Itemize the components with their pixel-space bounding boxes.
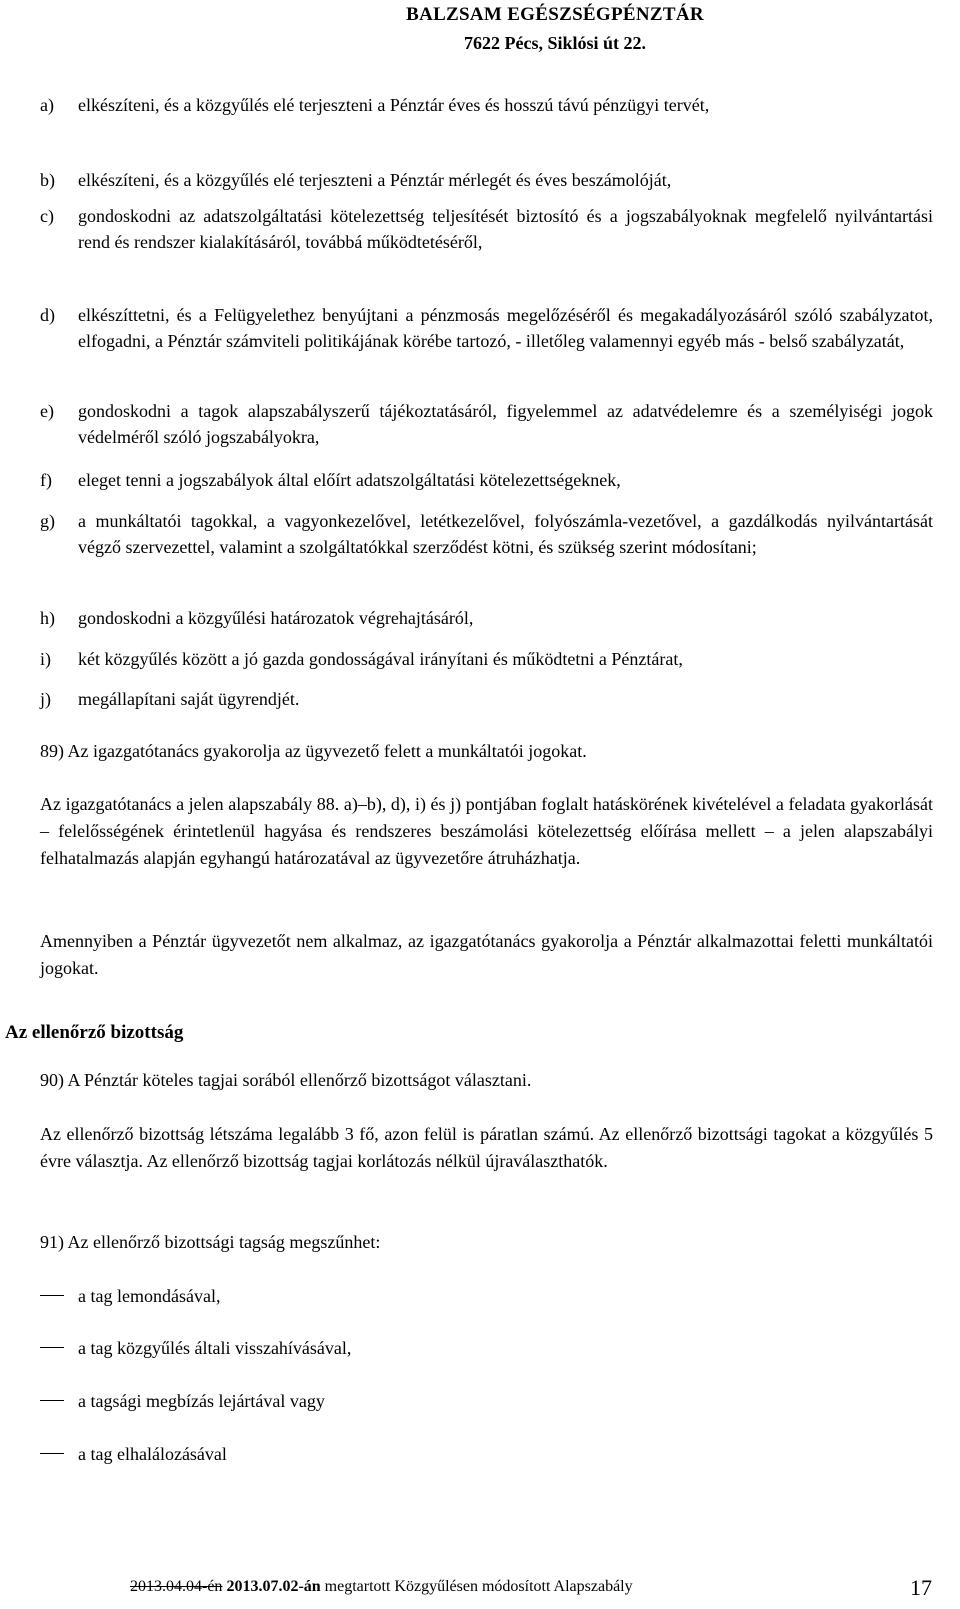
list-item [40,686,933,712]
list-item [40,508,933,560]
list-item [40,92,933,118]
paragraph-89-employer: Amennyiben a Pénztár ügyvezetőt nem alkalmaz, az igazgatótanács gyakorolja a Pénztár alkalmazottai feletti munkáltatói jogokat. [40,931,933,978]
list-item-label: i) [40,649,51,669]
list-item-text: gondoskodni a közgyűlési határozatok végrehajtásáról, [78,608,474,628]
list-item-text: megállapítani saját ügyrendjét. [78,689,300,709]
list-item-text: elkészíteni, és a közgyűlés elé terjeszteni a Pénztár éves és hosszú távú pénzügyi tervét, [78,95,710,115]
paragraph-89: 89) Az igazgatótanács gyakorolja az ügyvezető felett a munkáltatói jogokat. [40,741,587,761]
list-item-text: gondoskodni az adatszolgáltatási kötelezettség teljesítését biztosító és a jogszabályoknak megfelelő nyilvántartási rend és rendszer kialakításáról, továbbá működtetéséről, [78,206,933,252]
list-item [40,646,933,672]
list-item-text: elkészíteni, és a közgyűlés elé terjeszteni a Pénztár mérlegét és éves beszámolóját, [78,170,672,190]
list-item-label: d) [40,305,55,325]
list-item-text: a munkáltatói tagokkal, a vagyonkezelővel, letétkezelővel, folyószámla-vezetővel, a gazdálkodás nyilvántartását végző szervezettel, valamint a szolgáltatókkal szerződést kötni, és szükség szerint módosítani; [78,511,933,557]
list-item-label: j) [40,689,51,709]
dash-bullet [40,1400,64,1401]
footer-struck-date: 2013.04.04-én [130,1578,223,1595]
list-item [40,167,933,193]
list-item-text: gondoskodni a tagok alapszabályszerű tájékoztatásáról, figyelemmel az adatvédelemre és a személyiségi jogok védelméről szóló jogszabályokra, [78,401,933,447]
list-item [40,302,933,354]
dash-bullet [40,1347,64,1348]
list-item-label: e) [40,401,54,421]
list-item [40,203,933,255]
list-item-label: a) [40,95,54,115]
dash-item-text: a tagsági megbízás lejártával vagy [78,1391,325,1411]
list-item-label: c) [40,206,54,226]
paragraph-89-detail: Az igazgatótanács a jelen alapszabály 88. a)–b), d), i) és j) pontjában foglalt hatáskörének kivételével a feladata gyakorlását – felelősségének érintetlenül hagyása és rendszeres beszámolási kötelezettség előírása mellett – a jelen alapszabályi felhatalmazás alapján egyhangú határozatával az ügyvezetőre átruházhatja. [40,794,933,868]
list-item-label: g) [40,511,55,531]
header-org: BALZSAM EGÉSZSÉGPÉNZTÁR [406,4,704,25]
header-address: 7622 Pécs, Siklósi út 22. [463,33,646,53]
dash-item-text: a tag közgyűlés általi visszahívásával, [78,1338,352,1358]
paragraph-91: 91) Az ellenőrző bizottsági tagság megszűnhet: [40,1232,381,1252]
list-item [40,605,933,631]
list-item-text: két közgyűlés között a jó gazda gondosságával irányítani és működtetni a Pénztárat, [78,649,683,669]
section-title: Az ellenőrző bizottság [5,1022,184,1043]
paragraph-90-detail: Az ellenőrző bizottság létszáma legalább 3 fő, azon felül is páratlan számú. Az ellenőrző bizottsági tagokat a közgyűlés 5 évre választja. Az ellenőrző bizottság tagjai korlátozás nélkül újraválaszthatók. [40,1124,933,1171]
dash-item-text: a tag elhalálozásával [78,1444,227,1464]
dash-bullet [40,1295,64,1296]
list-item-label: h) [40,608,55,628]
page-number: 17 [910,1575,932,1600]
dash-item-text: a tag lemondásával, [78,1286,221,1306]
footer-date: 2013.07.02-án [226,1578,321,1595]
list-item-text: elkészíttetni, és a Felügyelethez benyújtani a pénzmosás megelőzéséről és megakadályozásáról szóló szabályzatot, elfogadni, a Pénztár számviteli politikájának körébe tartozó, - illetőleg valamennyi egyéb más - belső szabályzatát, [78,305,933,351]
paragraph-90: 90) A Pénztár köteles tagjai sorából ellenőrző bizottságot választani. [40,1070,532,1090]
footer-text: megtartott Közgyűlésen módosított Alapszabály [324,1578,633,1595]
list-item-text: eleget tenni a jogszabályok által előírt adatszolgáltatási kötelezettségeknek, [78,470,621,490]
footer-note [130,1578,633,1596]
list-item-label: b) [40,170,55,190]
dash-bullet [40,1453,64,1454]
list-item [40,467,933,493]
list-item-label: f) [40,470,52,490]
list-item [40,398,933,450]
